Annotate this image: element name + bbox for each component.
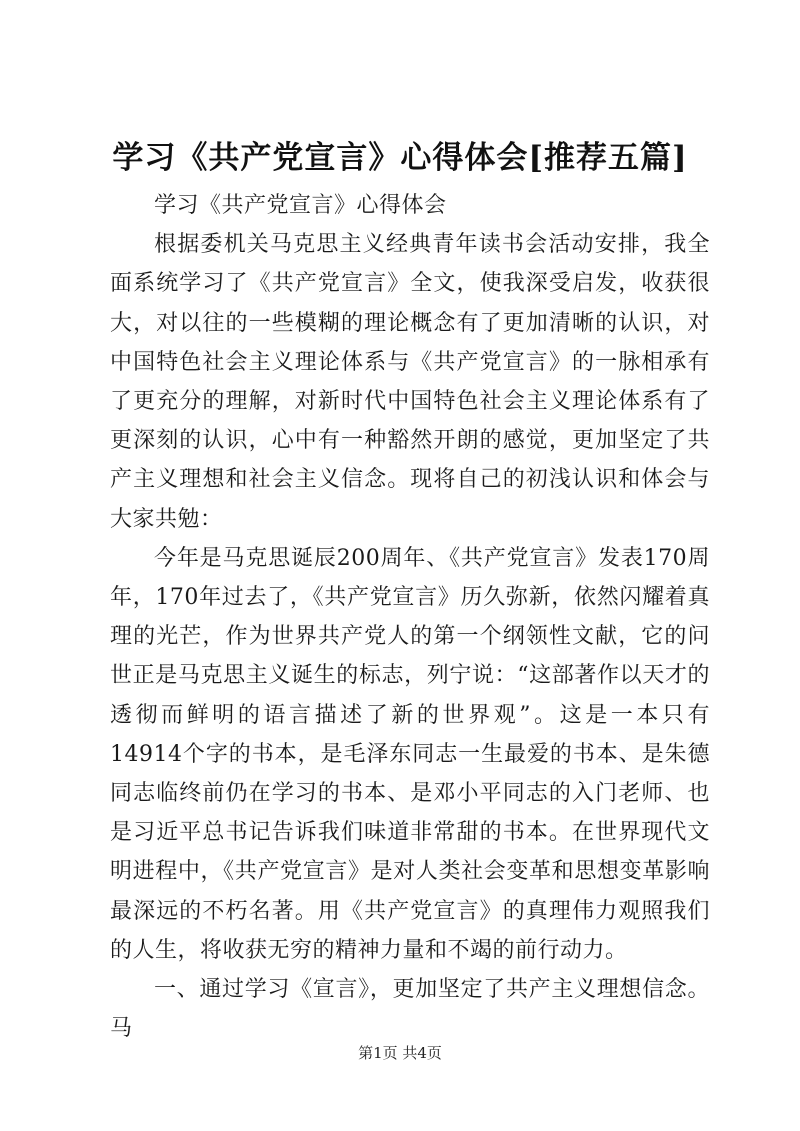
paragraph: 一、通过学习《宣言》，更加坚定了共产主义理想信念。马 <box>110 977 710 1042</box>
document-body <box>110 186 710 1048</box>
document-subtitle: 学习《共产党宣言》心得体会 <box>154 193 447 218</box>
paragraph: 今年是马克思诞辰200周年、《共产党宣言》发表170周年，170年过去了，《共产党宣言》历久弥新，依然闪耀着真理的光芒，作为世界共产党人的第一个纲领性文献，它的问世正是马克思主义诞生的标志，列宁说：“这部著作以天才的透彻而鲜明的语言描述了新的世界观”。这是一本只有14914个字的书本，是毛泽东同志一生最爱的书本、是朱德同志临终前仍在学习的书本、是邓小平同志的入门老师、也是习近平总书记告诉我们味道非常甜的书本。在世界现代文明进程中，《共产党宣言》是对人类社会变革和思想变革影响最深远的不朽名著。用《共产党宣言》的真理伟力观照我们的人生，将收获无穷的精神力量和不竭的前行动力。 <box>110 545 710 963</box>
paragraph: 根据委机关马克思主义经典青年读书会活动安排，我全面系统学习了《共产党宣言》全文，使我深受启发，收获很大，对以往的一些模糊的理论概念有了更加清晰的认识，对中国特色社会主义理论体系与《共产党宣言》的一脉相承有了更充分的理解，对新时代中国特色社会主义理论体系有了更深刻的认识，心中有一种豁然开朗的感觉，更加坚定了共产主义理想和社会主义信念。现将自己的初浅认识和体会与大家共勉： <box>110 232 710 532</box>
page-number-footer: 第1页 共4页 <box>358 1044 442 1062</box>
document-title: 学习《共产党宣言》心得体会[推荐五篇] <box>112 140 688 176</box>
